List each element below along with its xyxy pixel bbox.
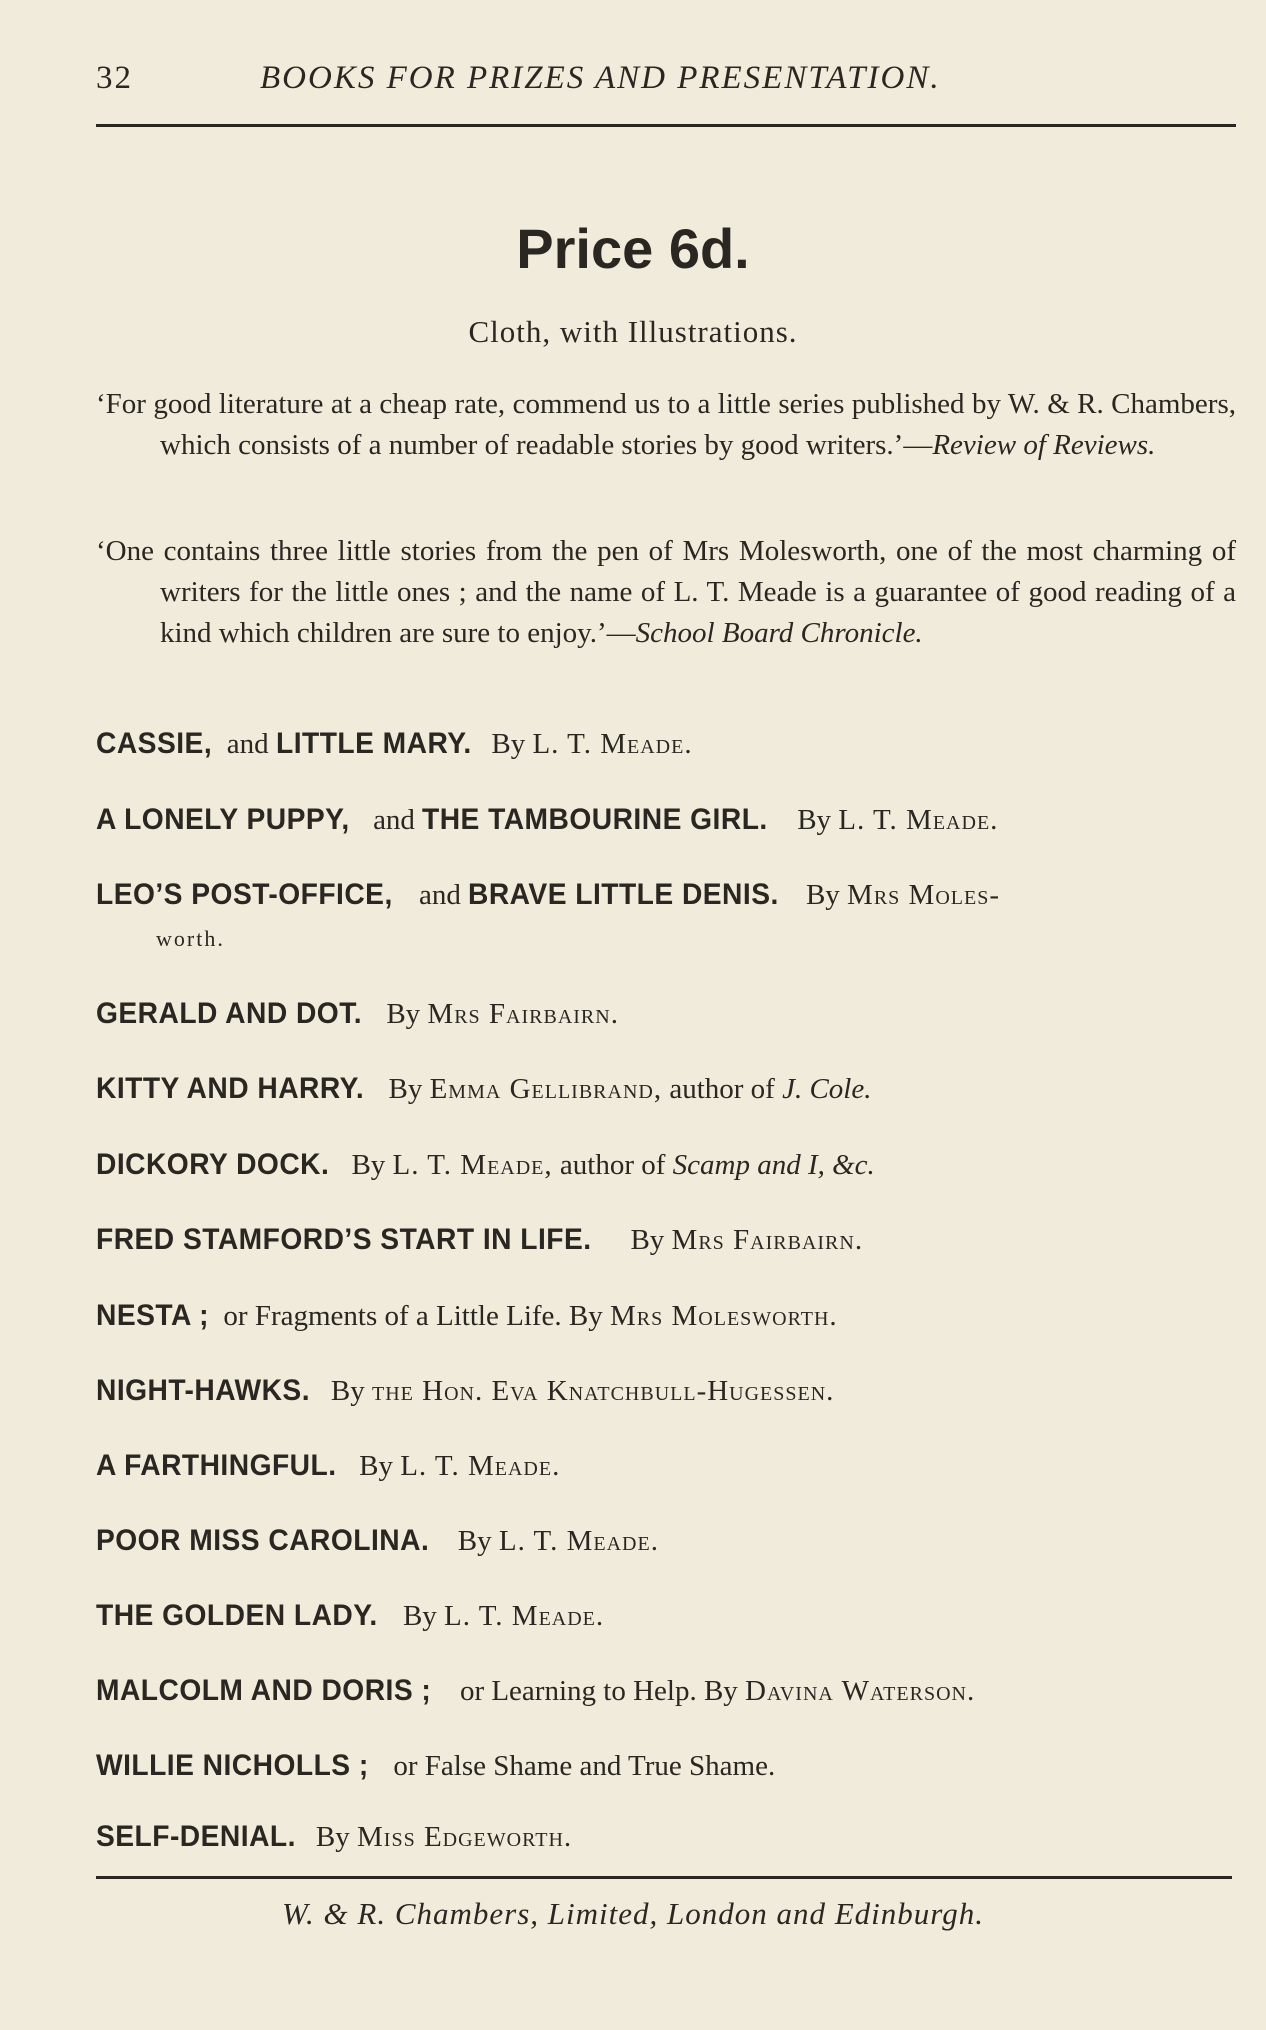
book-title: POOR MISS CAROLINA.: [96, 1524, 430, 1557]
header-rule: [96, 124, 1236, 127]
book-author: Miss Edgeworth.: [357, 1821, 573, 1853]
book-author: L. T. Meade.: [838, 804, 999, 836]
book-entry: NIGHT-HAWKS. By the Hon. Eva Knatchbull-Hugessen.: [96, 1369, 1256, 1413]
book-entry: DICKORY DOCK. By L. T. Meade, author of Scamp and I, &c.: [96, 1143, 1256, 1187]
publisher-imprint: W. & R. Chambers, Limited, London and Edinburgh.: [282, 1896, 984, 1931]
book-author: Davina Waterson.: [745, 1675, 976, 1707]
book-title: KITTY AND HARRY.: [96, 1072, 365, 1105]
book-subtitle: or False Shame and True Shame.: [386, 1750, 776, 1782]
book-entry: POOR MISS CAROLINA. By L. T. Meade.: [96, 1519, 1256, 1563]
review-source: School Board Chronicle.: [635, 617, 923, 649]
book-title: LITTLE MARY.: [275, 727, 472, 760]
book-title: THE GOLDEN LADY.: [96, 1599, 378, 1632]
book-title: MALCOLM AND DORIS ;: [96, 1674, 432, 1707]
book-author: Emma Gellibrand,: [429, 1073, 663, 1105]
book-title: A FARTHINGFUL.: [96, 1449, 337, 1482]
page-number: 32: [96, 60, 133, 96]
book-subtitle: or Fragments of a Little Life.: [216, 1300, 562, 1332]
book-author: Mrs Fairbairn.: [427, 998, 619, 1030]
book-title: DICKORY DOCK.: [96, 1148, 330, 1181]
review-quote: [96, 384, 1236, 466]
review-text: ‘For good literature at a cheap rate, commend us to a little series published by W. & R. Chambers, which consists of a number of readable stories by good writers.’—: [96, 388, 1236, 461]
book-author: L. T. Meade.: [532, 728, 693, 760]
author-continuation: worth.: [156, 926, 225, 951]
review-text: ‘One contains three little stories from the pen of Mrs Molesworth, one of the most charming of writers for the little ones ; and the name of L. T. Meade is a guarantee of good reading of a kind which children are sure to enjoy.’—: [96, 535, 1236, 649]
book-title: WILLIE NICHOLLS ;: [96, 1749, 369, 1782]
book-entry: [96, 1744, 1256, 1788]
book-entry: SELF-DENIAL. By Miss Edgeworth.: [96, 1815, 1256, 1859]
book-title: THE TAMBOURINE GIRL.: [422, 803, 768, 836]
book-author: the Hon. Eva Knatchbull-Hugessen.: [372, 1375, 835, 1407]
book-subtitle: or Learning to Help.: [452, 1675, 697, 1707]
book-work: Scamp and I, &c.: [672, 1149, 875, 1181]
book-title: LEO’S POST-OFFICE,: [96, 878, 393, 911]
book-entry: NESTA ; or Fragments of a Little Life. By Mrs Molesworth.: [96, 1294, 1256, 1338]
book-title: CASSIE,: [96, 727, 213, 760]
book-entry: GERALD AND DOT. By Mrs Fairbairn.: [96, 992, 1256, 1036]
review-source: Review of Reviews.: [932, 429, 1156, 461]
running-title: BOOKS FOR PRIZES AND PRESENTATION.: [260, 60, 941, 96]
book-work: J. Cole.: [782, 1073, 872, 1105]
book-author: Mrs Molesworth.: [610, 1300, 838, 1332]
book-entry: A FARTHINGFUL. By L. T. Meade.: [96, 1444, 1256, 1488]
book-title: NIGHT-HAWKS.: [96, 1374, 311, 1407]
book-entry: MALCOLM AND DORIS ; or Learning to Help. By Davina Waterson.: [96, 1669, 1256, 1713]
book-author: Mrs Moles-: [847, 879, 1000, 911]
book-title: A LONELY PUPPY,: [96, 803, 350, 836]
book-author: L. T. Meade.: [400, 1450, 561, 1482]
review-quote: [96, 531, 1236, 654]
price-heading: Price 6d.: [516, 217, 750, 280]
binding-note: Cloth, with Illustrations.: [468, 314, 798, 349]
book-entry: FRED STAMFORD’S START IN LIFE. By Mrs Fairbairn.: [96, 1218, 1256, 1262]
book-entry: THE GOLDEN LADY. By L. T. Meade.: [96, 1594, 1256, 1638]
book-entry: LEO’S POST-OFFICE, and BRAVE LITTLE DENIS. By Mrs Moles-: [96, 873, 1256, 917]
book-author: Mrs Fairbairn.: [671, 1224, 864, 1256]
book-title: GERALD AND DOT.: [96, 997, 363, 1030]
book-author: L. T. Meade.: [498, 1525, 659, 1557]
book-entry: KITTY AND HARRY. By Emma Gellibrand, author of J. Cole.: [96, 1067, 1256, 1111]
book-author: L. T. Meade,: [392, 1149, 553, 1181]
book-author: L. T. Meade.: [444, 1600, 605, 1632]
book-title: BRAVE LITTLE DENIS.: [468, 878, 779, 911]
book-entry: A LONELY PUPPY, and THE TAMBOURINE GIRL. By L. T. Meade.: [96, 798, 1256, 842]
footer-rule: [96, 1876, 1232, 1879]
book-title: SELF-DENIAL.: [96, 1820, 296, 1853]
book-title: NESTA ;: [96, 1299, 209, 1332]
book-entry: CASSIE, and LITTLE MARY. By L. T. Meade.: [96, 722, 1256, 766]
book-title: FRED STAMFORD’S START IN LIFE.: [96, 1223, 592, 1256]
